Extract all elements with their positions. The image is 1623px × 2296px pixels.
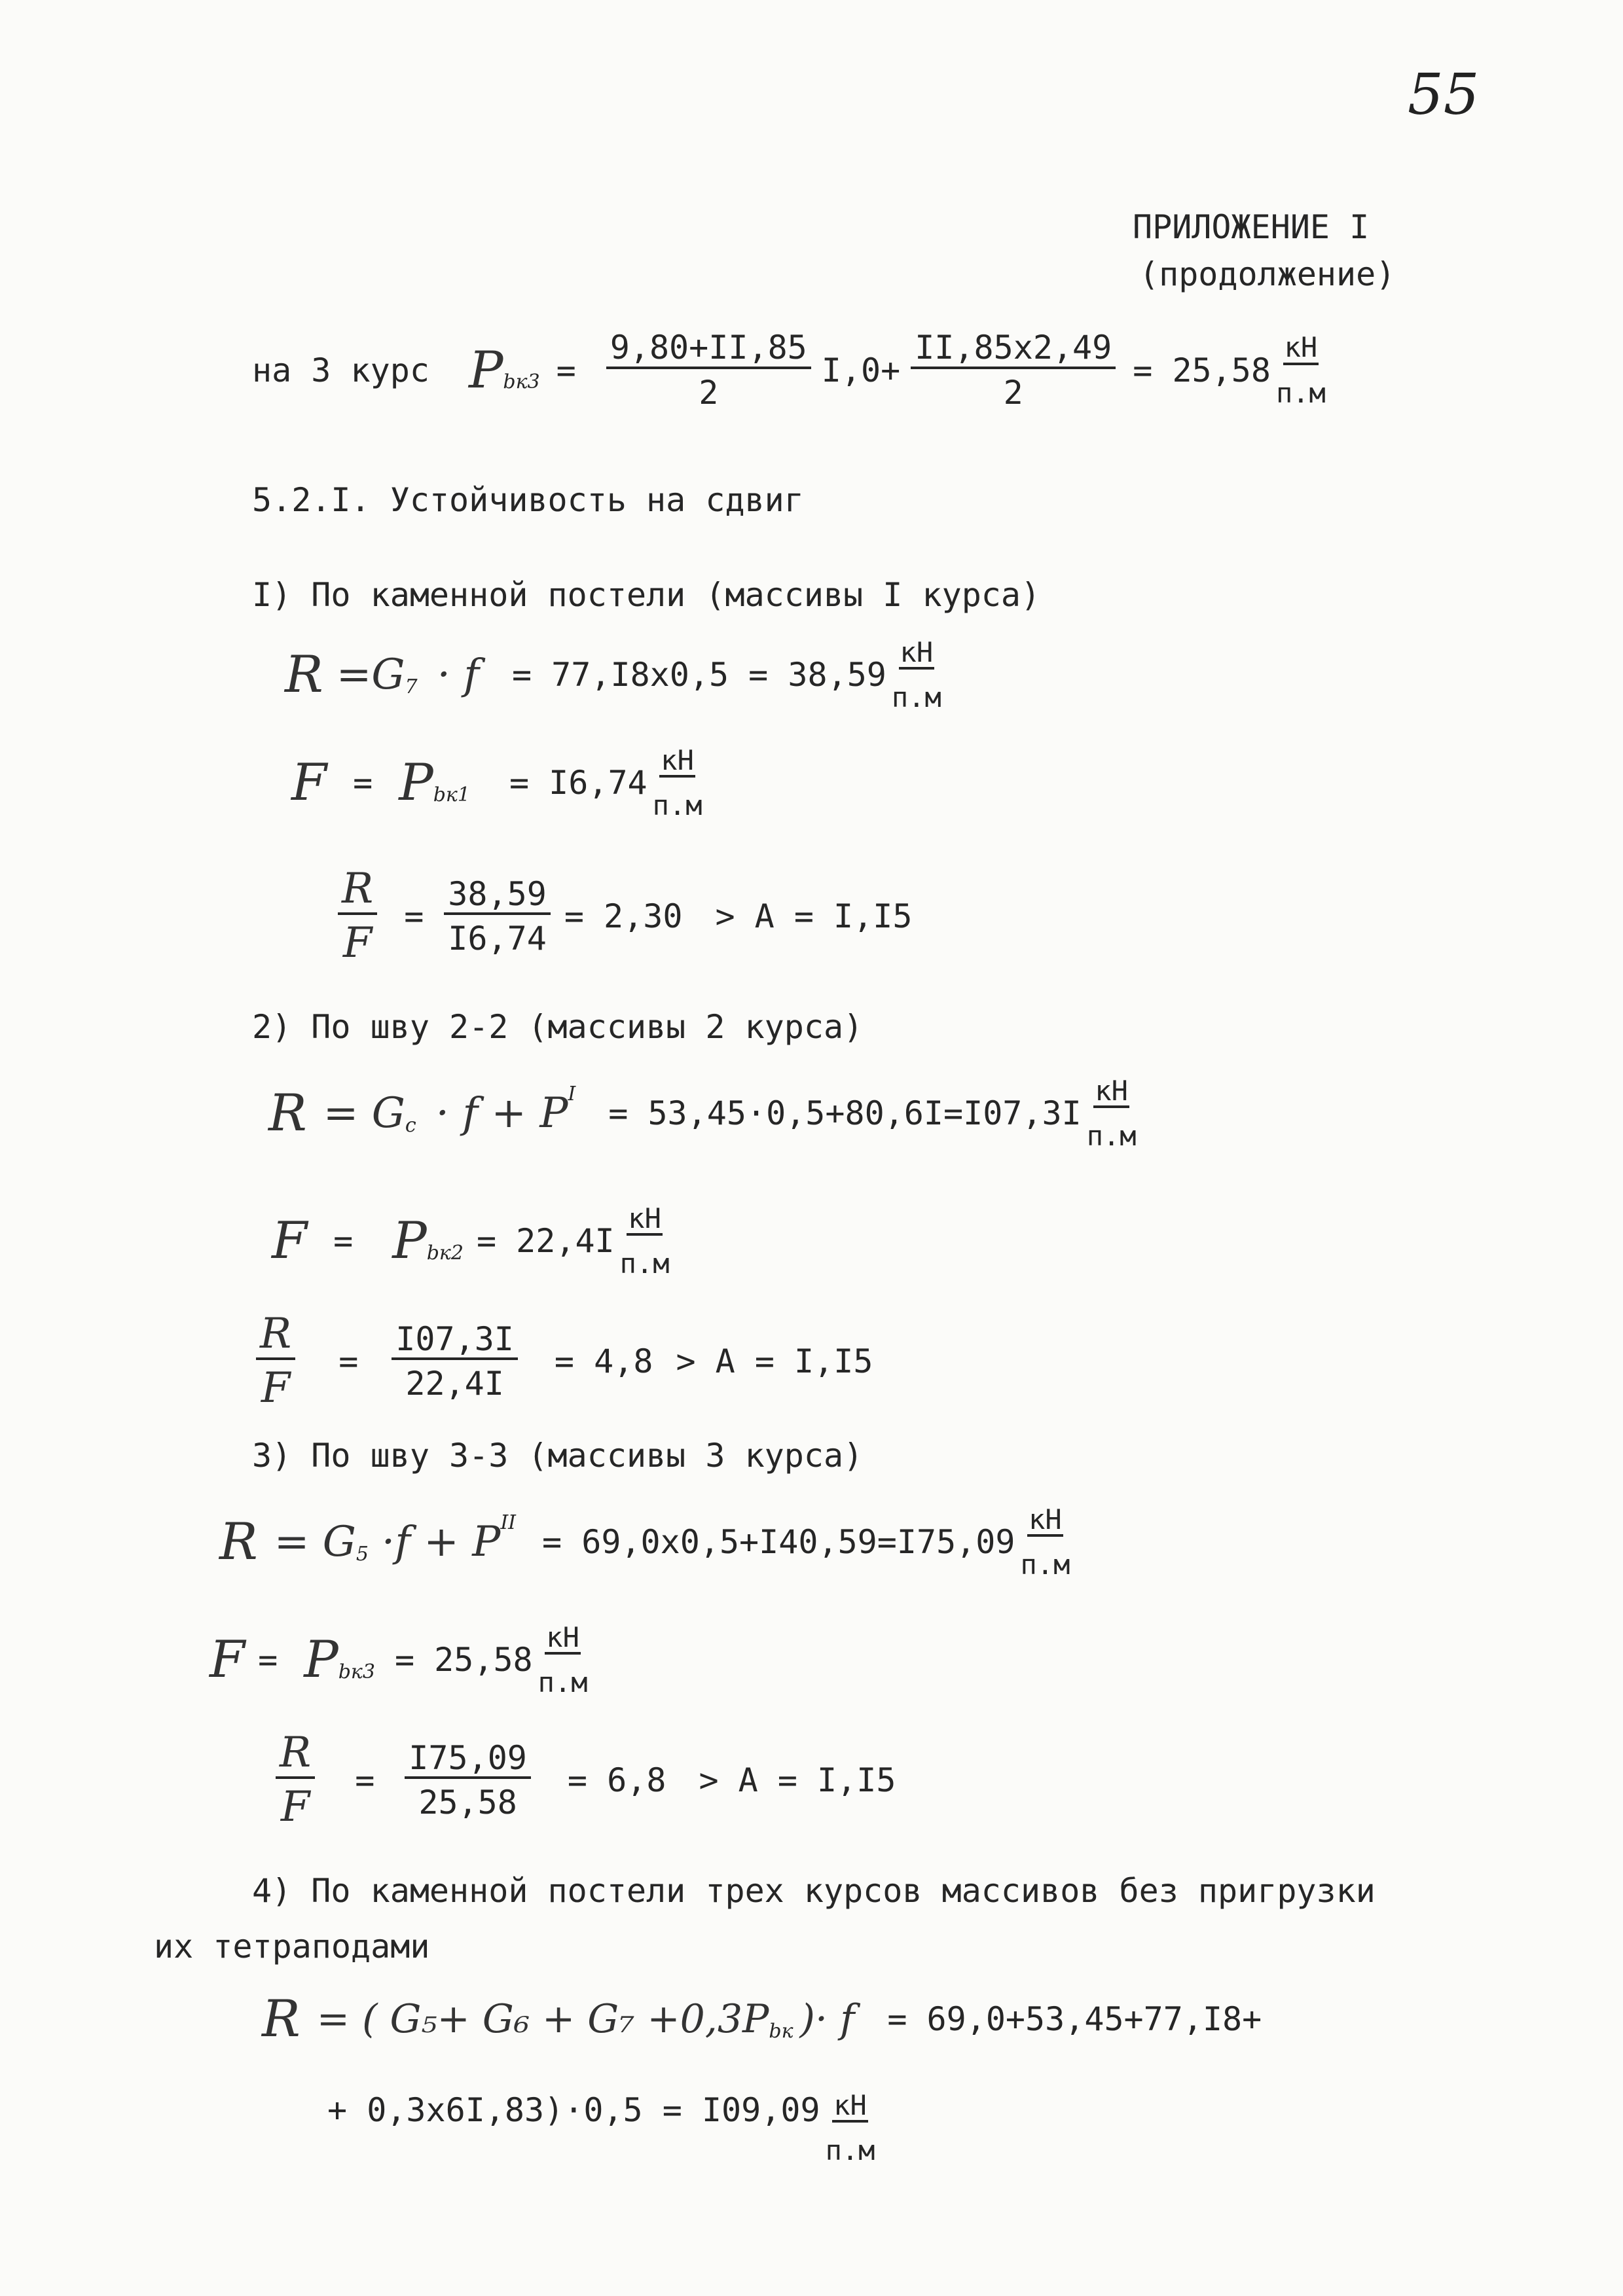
case-2-title: 2) По шву 2-2 (массивы 2 курса) — [252, 1008, 864, 1046]
case-3-title: 3) По шву 3-3 (массивы 3 курса) — [252, 1437, 864, 1475]
fraction-1: $\frac{9,80+II,85}{2}$ — [606, 331, 811, 410]
fraction-2: $\frac{II,85x2,49}{2}$ — [911, 331, 1116, 410]
case-4-title-continued: их тетраподами — [154, 1928, 430, 1965]
appendix-header-continued: (продолжение) — [1139, 255, 1396, 293]
case-4-continuation: + 0,3x6I,83)·0,5 = I09,09 кН п.м — [327, 2089, 875, 2167]
case-2-ratio: $\frac{R}{F}$ = $\frac{I07,3I}{22,4I}$ = 4,8 > A = I,I5 — [252, 1312, 873, 1410]
case-1-f-equation: F = P bк1 = I6,74 кН п.м — [291, 744, 702, 822]
p-symbol: P — [468, 340, 503, 400]
unit: кН п.м — [1275, 331, 1326, 409]
p-subscript: bк3 — [503, 370, 540, 393]
case-4-title: 4) По каменной постели трех курсов массивов без пригрузки — [252, 1872, 1376, 1910]
case-1-r-equation: R =G 7 · f = 77,I8x0,5 = 38,59 кН п.м — [285, 636, 941, 714]
multiplier: I,0+ — [821, 351, 901, 389]
case-1-title: I) По каменной постели (массивы I курса) — [252, 576, 1041, 614]
course-prefix: на 3 курс — [252, 351, 429, 389]
appendix-header: ПРИЛОЖЕНИЕ I — [1133, 208, 1370, 246]
section-title: 5.2.I. Устойчивость на сдвиг — [252, 481, 804, 519]
case-2-r-equation: R = G c · f + P I = 53,45·0,5+80,6I=I07,3I кН п.м — [268, 1075, 1137, 1153]
case-4-r-equation: R = ( G₅+ G₆ + G₇ +0,3P bк )· f = 69,0+53,45+77,I8+ — [262, 1990, 1262, 2049]
case-2-f-equation: F = P bк2 = 22,4I кН п.м — [272, 1202, 670, 1280]
case-1-ratio: $\frac{R}{F}$ = $\frac{38,59}{I6,74}$ = 2,30 > A = I,I5 — [334, 867, 912, 965]
pb3-equation: на 3 курс P bк3 = $\frac{9,80+II,85}{2}$ I,0+ $\frac{II,85x2,49}{2}$ = 25,58 кН п.м — [252, 329, 1326, 412]
case-3-r-equation: R = G 5 ·f + P II = 69,0x0,5+I40,59=I75,09 кН п.м — [219, 1503, 1070, 1581]
case-3-f-equation: F = P bк3 = 25,58 кН п.м — [210, 1621, 588, 1699]
result: = 25,58 — [1133, 351, 1271, 389]
page-number: 55 — [1408, 62, 1480, 128]
case-3-ratio: $\frac{R}{F}$ = $\frac{I75,09}{25,58}$ = 6,8 > A = I,I5 — [272, 1731, 896, 1829]
